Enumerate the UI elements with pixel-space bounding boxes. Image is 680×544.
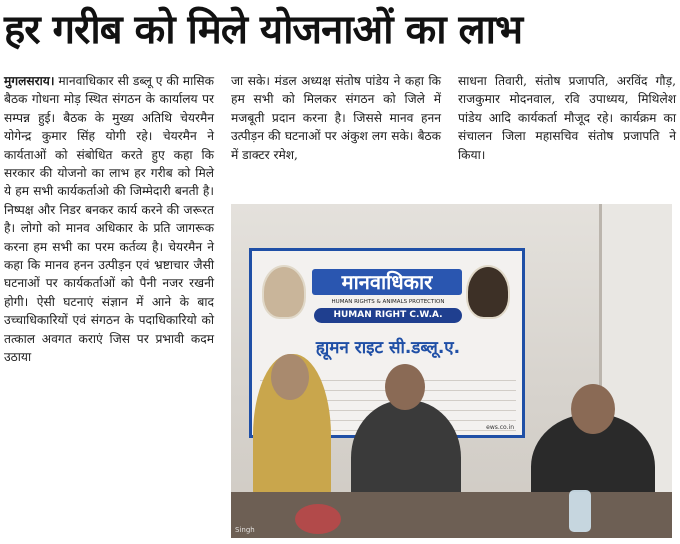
photo-watermark: Singh [235, 526, 255, 534]
person-man-right-head [571, 384, 615, 434]
person-man-center-head [385, 364, 425, 410]
person-woman-head [271, 354, 309, 400]
article-column-1 [4, 72, 214, 367]
banner-hindi-title: ह्यूमन राइट सी.डब्लू.ए. [315, 338, 461, 358]
banner-title: मानवाधिकार [312, 269, 462, 295]
article-text-1: मानवाधिकार सी डब्लू ए की मासिक बैठक गोधना मोड़ स्थित संगठन के कार्यालय पर सम्पन्न हुई। बैठक के मुख्य अतिथि चेयरमैन योगेन्द्र कुमार सिंह योगी रहे। चेयरमैन ने कार्यताओं को संबोधित करते हुए कहा कि सरकार की योजनो का लाभ हर गरीब को मिले ये हम सभी कार्यकर्ताओ की जिम्मेदारी बनती है। निष्पक्ष और निडर बनकर कार्य करने की जरूरत है। लोगो को मानव अधिकार के प्रति जागरूक करना हम सभी का परम कर्तव्य है। चेयरमैन ने कहा कि मानव हनन उत्पीड़न एवं भ्रष्टाचार जैसी घटनाओं पर कार्यकर्ताओं को पैनी नजर रखनी होगी। ऐसी घटनाएं संज्ञान में आने के बाद उच्चाधिकारियों एवं संगठन के पदाधिकारियो को तत्काल अवगत कराएं जिस पर प्रभावी कदम उठाया [4, 74, 214, 365]
banner-portrait-left [262, 265, 306, 319]
article-column-2: जा सके। मंडल अध्यक्ष संतोष पांडेय ने कहा कि हम सभी को मिलकर संगठन को जिले में मजबूती प्रदान करना है। जिससे मानव हनन उत्पीड़न की घटनाओं पर अंकुश लग सके। बैठक में डाक्टर रमेश, [231, 74, 441, 162]
flower-bouquet [295, 504, 341, 534]
article-column-3: साधना तिवारी, संतोष प्रजापति, अरविंद गौड़, राजकुमार मोदनवाल, रवि उपाध्यय, मिथिलेश पांडेय आदि कार्यकर्ता मौजूद रहे। कार्यक्रम का संचालन जिला महासचिव संतोष प्रजापति ने किया। [458, 74, 676, 162]
headline: हर गरीब को मिले योजनाओं का लाभ [4, 7, 523, 53]
dateline: मुगलसराय। [4, 74, 55, 88]
water-bottle [569, 490, 591, 532]
banner-pill: HUMAN RIGHT C.W.A. [314, 308, 462, 323]
banner-url: ews.co.in [486, 424, 514, 431]
banner-subtitle: HUMAN RIGHTS & ANIMALS PROTECTION [331, 299, 445, 305]
banner-portrait-right [466, 265, 510, 319]
meeting-photo [231, 204, 672, 538]
